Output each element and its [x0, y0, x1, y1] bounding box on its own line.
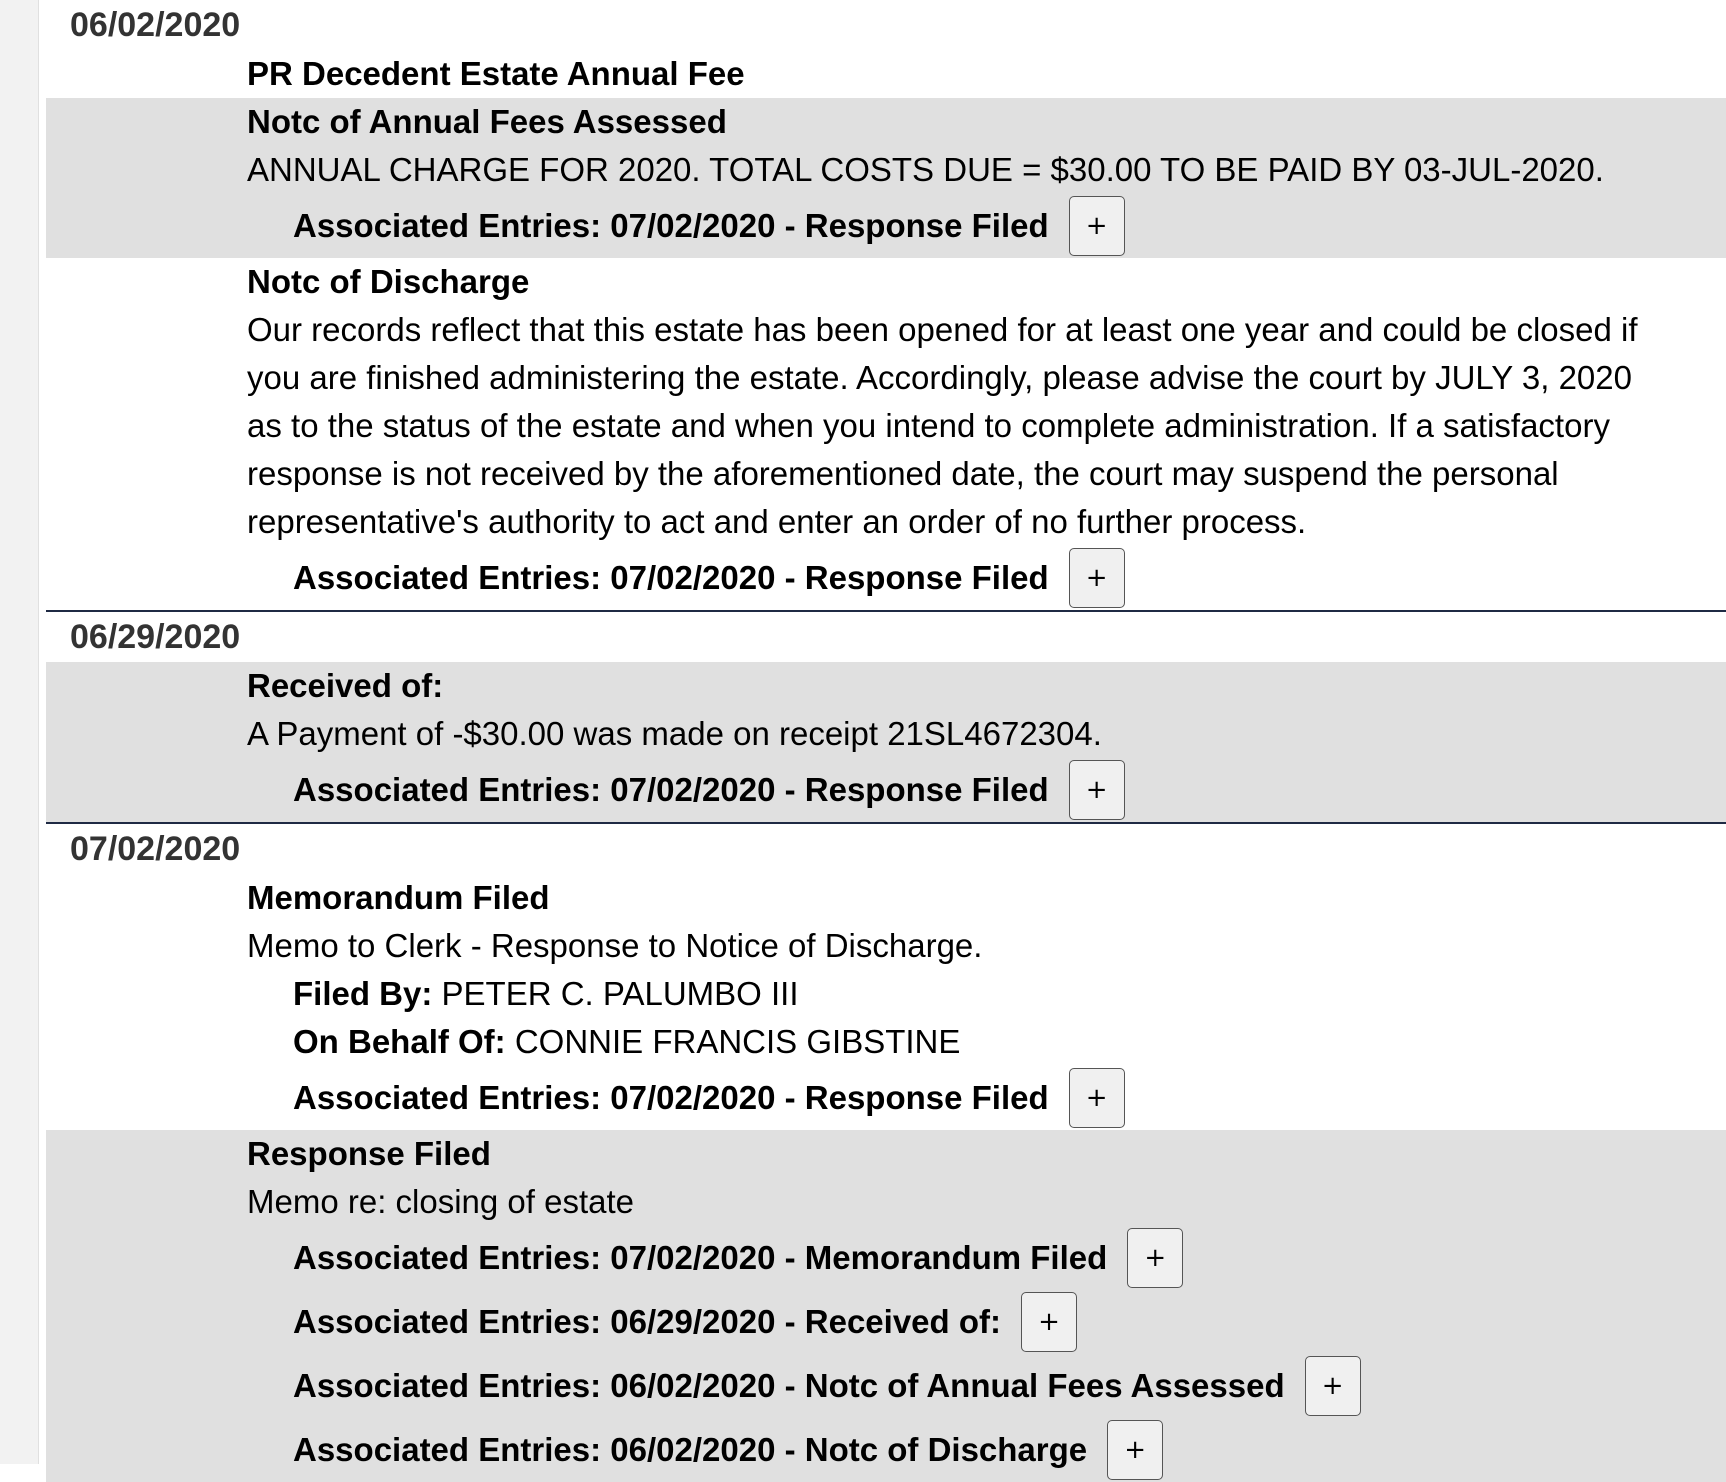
- entry-description: Our records reflect that this estate has been opened for at least one year and could be closed if you are finished administering the estate. Accordingly, please advise the court by JULY 3, 2020 as to the status of the estate and when you intend to complete administration. If a satisfactory response is not received by the aforementioned date, the court may suspend the personal representative's authority to act and enter an order of no further process.: [247, 311, 1638, 540]
- case-type-row: [46, 50, 1726, 98]
- associated-entries-label: Associated Entries: 07/02/2020 - Response Filed: [293, 771, 1049, 808]
- expand-button[interactable]: +: [1069, 760, 1125, 820]
- docket-entries: [46, 0, 1726, 1482]
- associated-entries-row: [247, 194, 1686, 258]
- associated-entries-label: Associated Entries: 07/02/2020 - Memorandum Filed: [293, 1239, 1108, 1276]
- on-behalf-of-label: On Behalf Of:: [293, 1023, 506, 1060]
- entry-title: Memorandum Filed: [247, 879, 550, 916]
- associated-entries-row: [247, 758, 1686, 822]
- entry-title: Received of:: [247, 667, 444, 704]
- case-type-title: PR Decedent Estate Annual Fee: [247, 55, 745, 92]
- filed-by-row: [247, 970, 1686, 1018]
- docket-entry-received-of: [46, 662, 1726, 822]
- entry-date: 06/29/2020: [70, 618, 241, 656]
- on-behalf-of-value: CONNIE FRANCIS GIBSTINE: [514, 1023, 961, 1060]
- date-group-06-29-2020: [46, 612, 1726, 824]
- expand-button[interactable]: +: [1069, 548, 1125, 608]
- expand-button[interactable]: +: [1127, 1228, 1183, 1288]
- associated-entries-label: Associated Entries: 06/02/2020 - Notc of Discharge: [293, 1431, 1088, 1468]
- left-gutter: [0, 0, 39, 1464]
- docket-entry-memorandum: [46, 874, 1726, 1130]
- docket-entry-discharge: [46, 258, 1726, 610]
- date-group-06-02-2020: [46, 0, 1726, 612]
- associated-entries-label: Associated Entries: 06/02/2020 - Notc of Annual Fees Assessed: [293, 1367, 1285, 1404]
- associated-entries-row: [247, 1354, 1686, 1418]
- entry-description: Memo to Clerk - Response to Notice of Discharge.: [247, 927, 983, 964]
- docket-entry-annual-fees: [46, 98, 1726, 258]
- associated-entries-label: Associated Entries: 07/02/2020 - Response Filed: [293, 207, 1049, 244]
- on-behalf-of-row: [247, 1018, 1686, 1066]
- entry-description: Memo re: closing of estate: [247, 1183, 635, 1220]
- entry-date: 06/02/2020: [70, 6, 241, 44]
- entry-date: 07/02/2020: [70, 830, 241, 868]
- filed-by-value: PETER C. PALUMBO III: [441, 975, 799, 1012]
- associated-entries-label: Associated Entries: 06/29/2020 - Received of:: [293, 1303, 1001, 1340]
- expand-button[interactable]: +: [1107, 1420, 1163, 1480]
- entry-title: Response Filed: [247, 1135, 491, 1172]
- date-group-07-02-2020: [46, 824, 1726, 1482]
- associated-entries-row: [247, 1066, 1686, 1130]
- associated-entries-label: Associated Entries: 07/02/2020 - Response Filed: [293, 1079, 1049, 1116]
- entry-title: Notc of Discharge: [247, 263, 530, 300]
- entry-description: ANNUAL CHARGE FOR 2020. TOTAL COSTS DUE = $30.00 TO BE PAID BY 03-JUL-2020.: [247, 151, 1604, 188]
- docket-entry-response-filed: [46, 1130, 1726, 1482]
- expand-button[interactable]: +: [1021, 1292, 1077, 1352]
- associated-entries-row: [247, 546, 1686, 610]
- associated-entries-row: [247, 1418, 1686, 1482]
- entry-description: A Payment of -$30.00 was made on receipt 21SL4672304.: [247, 715, 1102, 752]
- associated-entries-row: [247, 1226, 1686, 1290]
- associated-entries-label: Associated Entries: 07/02/2020 - Response Filed: [293, 559, 1049, 596]
- filed-by-label: Filed By:: [293, 975, 433, 1012]
- entry-title: Notc of Annual Fees Assessed: [247, 103, 727, 140]
- expand-button[interactable]: +: [1069, 1068, 1125, 1128]
- associated-entries-row: [247, 1290, 1686, 1354]
- expand-button[interactable]: +: [1069, 196, 1125, 256]
- expand-button[interactable]: +: [1305, 1356, 1361, 1416]
